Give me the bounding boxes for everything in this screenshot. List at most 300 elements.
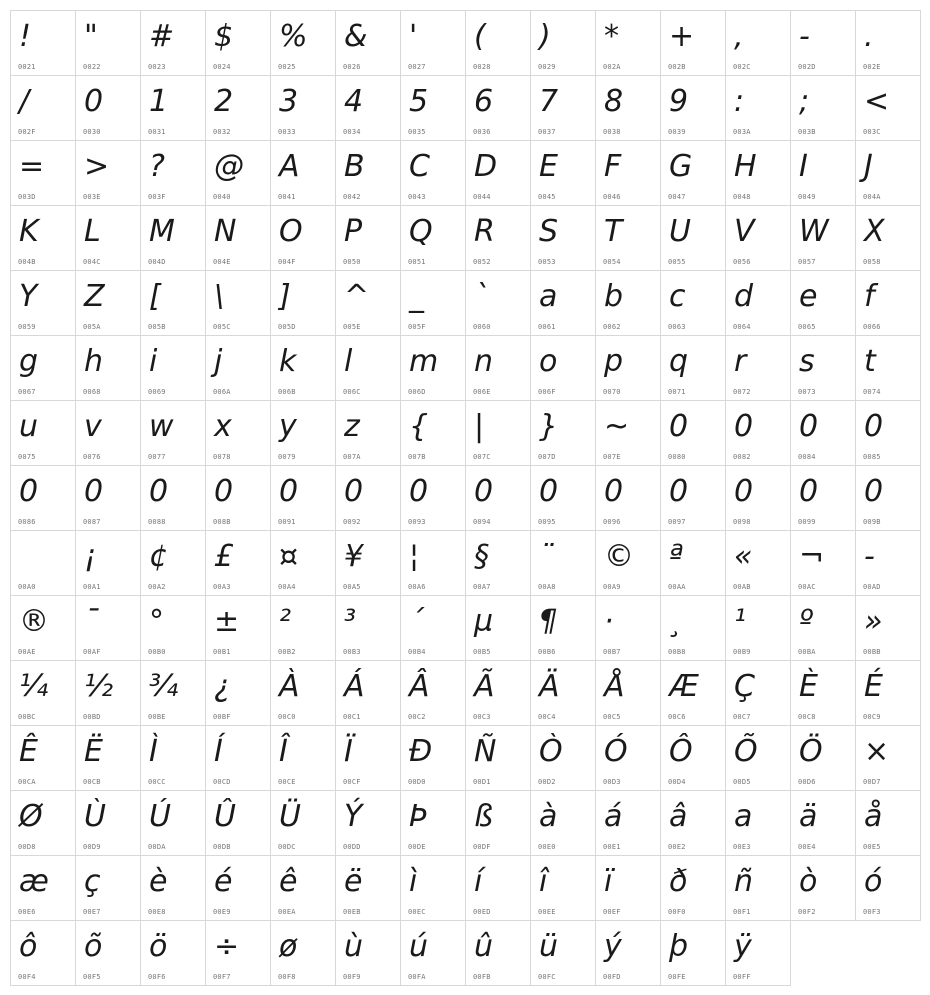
glyph-char: ä	[799, 799, 818, 834]
glyph-char: J	[864, 149, 873, 184]
glyph-char: l	[344, 344, 353, 379]
glyph-cell	[660, 75, 726, 141]
glyph-cell	[595, 270, 661, 336]
glyph-cell	[140, 335, 206, 401]
glyph-cell	[660, 270, 726, 336]
glyph-code: 00FA	[408, 973, 426, 981]
glyph-cell	[530, 400, 596, 466]
glyph-char: d	[734, 279, 754, 314]
glyph-code: 0025	[278, 63, 296, 71]
glyph-code: 0035	[408, 128, 426, 136]
glyph-code: 0063	[668, 323, 686, 331]
glyph-cell	[335, 465, 401, 531]
glyph-cell	[140, 205, 206, 271]
glyph-cell	[270, 465, 336, 531]
glyph-code: 00D7	[863, 778, 881, 786]
glyph-char: M	[149, 214, 175, 249]
glyph-code: 0056	[733, 258, 751, 266]
glyph-code: 0059	[18, 323, 36, 331]
glyph-cell	[205, 725, 271, 791]
glyph-cell	[335, 205, 401, 271]
glyph-char: 7	[539, 84, 559, 119]
glyph-cell	[75, 75, 141, 141]
glyph-char: ¤	[279, 539, 299, 574]
glyph-code: 0080	[668, 453, 686, 461]
glyph-cell	[660, 335, 726, 401]
glyph-code: 00DA	[148, 843, 166, 851]
glyph-char: 0	[149, 474, 169, 509]
glyph-code: 00F1	[733, 908, 751, 916]
glyph-code: 00C1	[343, 713, 361, 721]
glyph-cell	[530, 855, 596, 921]
glyph-code: 0097	[668, 518, 686, 526]
glyph-code: 002C	[733, 63, 751, 71]
glyph-char: _	[409, 279, 424, 314]
glyph-cell	[75, 140, 141, 206]
glyph-code: 0076	[83, 453, 101, 461]
glyph-code: 00B6	[538, 648, 556, 656]
glyph-char: f	[864, 279, 875, 314]
glyph-cell	[595, 920, 661, 986]
glyph-code: 00CA	[18, 778, 36, 786]
glyph-char: 0	[19, 474, 39, 509]
glyph-cell	[465, 920, 531, 986]
glyph-code: 00A4	[278, 583, 296, 591]
glyph-cell	[725, 270, 791, 336]
glyph-cell	[660, 140, 726, 206]
glyph-char: /	[19, 84, 30, 119]
glyph-cell	[855, 10, 921, 76]
glyph-char: É	[864, 669, 883, 704]
glyph-char: Â	[409, 669, 430, 704]
glyph-cell	[205, 465, 271, 531]
glyph-char: :	[734, 84, 745, 119]
glyph-char: º	[799, 604, 814, 639]
glyph-code: 0085	[863, 453, 881, 461]
glyph-char: j	[214, 344, 223, 379]
glyph-code: 00AE	[18, 648, 36, 656]
glyph-char: o	[539, 344, 558, 379]
glyph-code: 00E4	[798, 843, 816, 851]
glyph-char: z	[344, 409, 360, 444]
glyph-code: 00DB	[213, 843, 231, 851]
glyph-cell	[205, 270, 271, 336]
glyph-char: 0	[84, 84, 104, 119]
glyph-char: 2	[214, 84, 234, 119]
glyph-cell	[10, 10, 76, 76]
glyph-char: 0	[344, 474, 364, 509]
glyph-cell	[75, 10, 141, 76]
glyph-char: 1	[149, 84, 169, 119]
glyph-char: 0	[214, 474, 234, 509]
glyph-char: ,	[734, 19, 744, 54]
glyph-code: 00EF	[603, 908, 621, 916]
glyph-cell	[855, 400, 921, 466]
glyph-code: 00A9	[603, 583, 621, 591]
glyph-cell	[270, 660, 336, 726]
glyph-code: 003E	[83, 193, 101, 201]
glyph-cell	[855, 595, 921, 661]
glyph-char: ]	[279, 279, 291, 314]
glyph-code: 005B	[148, 323, 166, 331]
glyph-cell	[855, 205, 921, 271]
glyph-cell	[205, 790, 271, 856]
glyph-char: @	[214, 149, 244, 184]
glyph-cell	[10, 660, 76, 726]
glyph-cell	[10, 595, 76, 661]
glyph-code: 009B	[863, 518, 881, 526]
glyph-code: 0041	[278, 193, 296, 201]
glyph-cell	[205, 205, 271, 271]
glyph-char: n	[474, 344, 494, 379]
glyph-code: 00B2	[278, 648, 296, 656]
glyph-char: 0	[799, 409, 819, 444]
glyph-code: 00FF	[733, 973, 751, 981]
glyph-char: ø	[279, 929, 298, 964]
glyph-code: 007B	[408, 453, 426, 461]
glyph-code: 0038	[603, 128, 621, 136]
glyph-char: 0	[734, 474, 754, 509]
glyph-cell	[660, 790, 726, 856]
glyph-char: $	[214, 19, 234, 54]
glyph-char: Ã	[474, 669, 495, 704]
glyph-code: 00D6	[798, 778, 816, 786]
glyph-code: 007E	[603, 453, 621, 461]
glyph-cell	[10, 140, 76, 206]
glyph-code: 002E	[863, 63, 881, 71]
glyph-char: k	[279, 344, 297, 379]
glyph-char: K	[19, 214, 39, 249]
glyph-code: 0037	[538, 128, 556, 136]
glyph-char: u	[19, 409, 39, 444]
glyph-cell	[205, 530, 271, 596]
glyph-cell	[465, 335, 531, 401]
glyph-cell	[270, 75, 336, 141]
glyph-cell	[400, 465, 466, 531]
glyph-code: 00A5	[343, 583, 361, 591]
glyph-cell	[465, 75, 531, 141]
glyph-char: â	[669, 799, 688, 834]
glyph-cell	[140, 400, 206, 466]
glyph-char: ¢	[149, 539, 169, 574]
glyph-code: 00B8	[668, 648, 686, 656]
glyph-cell	[790, 595, 856, 661]
glyph-char: æ	[19, 864, 49, 899]
glyph-code: 00CD	[213, 778, 231, 786]
glyph-code: 00F3	[863, 908, 881, 916]
glyph-char: 0	[734, 409, 754, 444]
glyph-char: }	[539, 409, 559, 444]
glyph-code: 00EE	[538, 908, 556, 916]
glyph-code: 00C6	[668, 713, 686, 721]
glyph-char: Í	[214, 734, 223, 769]
glyph-cell	[400, 855, 466, 921]
glyph-cell	[790, 270, 856, 336]
glyph-code: 00DD	[343, 843, 361, 851]
glyph-cell	[660, 725, 726, 791]
glyph-cell	[790, 75, 856, 141]
glyph-char: O	[279, 214, 303, 249]
glyph-code: 00D2	[538, 778, 556, 786]
glyph-code: 00C5	[603, 713, 621, 721]
glyph-cell	[335, 75, 401, 141]
glyph-char: ë	[344, 864, 363, 899]
glyph-cell	[335, 270, 401, 336]
glyph-cell	[400, 205, 466, 271]
glyph-char: >	[84, 149, 110, 184]
glyph-code: 0075	[18, 453, 36, 461]
glyph-code: 00B7	[603, 648, 621, 656]
glyph-code: 0067	[18, 388, 36, 396]
glyph-code: 0057	[798, 258, 816, 266]
glyph-cell	[335, 10, 401, 76]
glyph-code: 00FB	[473, 973, 491, 981]
glyph-cell	[790, 10, 856, 76]
glyph-cell	[400, 725, 466, 791]
glyph-char: =	[19, 149, 45, 184]
glyph-cell	[75, 790, 141, 856]
glyph-char: \	[214, 279, 225, 314]
glyph-code: 00E7	[83, 908, 101, 916]
glyph-cell	[75, 400, 141, 466]
glyph-char: «	[734, 539, 753, 574]
glyph-code: 0078	[213, 453, 231, 461]
glyph-char: ¦	[409, 539, 420, 574]
glyph-cell	[595, 855, 661, 921]
glyph-code: 00D1	[473, 778, 491, 786]
glyph-cell	[335, 400, 401, 466]
glyph-cell	[335, 920, 401, 986]
glyph-cell	[270, 920, 336, 986]
glyph-cell	[725, 595, 791, 661]
glyph-code: 005E	[343, 323, 361, 331]
glyph-cell	[335, 140, 401, 206]
glyph-char: s	[799, 344, 815, 379]
glyph-cell	[400, 10, 466, 76]
glyph-cell	[140, 75, 206, 141]
glyph-cell	[10, 530, 76, 596]
glyph-char: 0	[669, 409, 689, 444]
glyph-char: å	[864, 799, 883, 834]
glyph-cell	[140, 660, 206, 726]
glyph-char: )	[539, 19, 551, 54]
glyph-cell	[465, 270, 531, 336]
glyph-code: 0094	[473, 518, 491, 526]
glyph-char: b	[604, 279, 624, 314]
glyph-cell	[725, 205, 791, 271]
glyph-code: 00B3	[343, 648, 361, 656]
glyph-cell	[465, 205, 531, 271]
glyph-code: 004B	[18, 258, 36, 266]
glyph-char: ·	[604, 604, 614, 639]
glyph-char: ñ	[734, 864, 754, 899]
glyph-code: 00E5	[863, 843, 881, 851]
glyph-char: G	[669, 149, 693, 184]
glyph-cell	[270, 10, 336, 76]
glyph-cell	[400, 595, 466, 661]
glyph-cell	[530, 205, 596, 271]
glyph-code: 00EB	[343, 908, 361, 916]
glyph-code: 00FE	[668, 973, 686, 981]
glyph-cell	[725, 855, 791, 921]
glyph-code: 002D	[798, 63, 816, 71]
glyph-code: 00A7	[473, 583, 491, 591]
glyph-code: 00F4	[18, 973, 36, 981]
glyph-code: 004F	[278, 258, 296, 266]
glyph-cell	[335, 725, 401, 791]
glyph-char: *	[604, 19, 619, 54]
glyph-char: þ	[669, 929, 689, 964]
glyph-cell	[660, 400, 726, 466]
glyph-char: T	[604, 214, 623, 249]
glyph-char: ¿	[214, 669, 230, 704]
glyph-code: 00A0	[18, 583, 36, 591]
glyph-cell	[790, 660, 856, 726]
glyph-char: ù	[344, 929, 364, 964]
glyph-char: °	[149, 604, 164, 639]
glyph-code: 0070	[603, 388, 621, 396]
glyph-code: 00D8	[18, 843, 36, 851]
glyph-cell	[725, 530, 791, 596]
glyph-code: 004C	[83, 258, 101, 266]
glyph-char: C	[409, 149, 430, 184]
glyph-char: ó	[864, 864, 883, 899]
glyph-char: õ	[84, 929, 103, 964]
glyph-char: ~	[604, 409, 630, 444]
glyph-cell	[270, 205, 336, 271]
glyph-cell	[335, 855, 401, 921]
glyph-cell	[725, 660, 791, 726]
glyph-code: 00F0	[668, 908, 686, 916]
glyph-char: ª	[669, 539, 684, 574]
glyph-code: 00D3	[603, 778, 621, 786]
glyph-code: 00BD	[83, 713, 101, 721]
glyph-cell	[530, 465, 596, 531]
glyph-cell	[140, 855, 206, 921]
glyph-cell	[270, 400, 336, 466]
glyph-char: ²	[279, 604, 292, 639]
glyph-char: î	[539, 864, 548, 899]
glyph-code: 00D4	[668, 778, 686, 786]
glyph-char: Û	[214, 799, 236, 834]
glyph-char: ¯	[84, 604, 99, 639]
glyph-char: Ü	[279, 799, 301, 834]
glyph-cell	[465, 465, 531, 531]
glyph-char: ü	[539, 929, 559, 964]
glyph-char: ð	[669, 864, 688, 899]
glyph-cell	[270, 790, 336, 856]
glyph-char: ³	[344, 604, 357, 639]
glyph-code: 00AC	[798, 583, 816, 591]
glyph-char: '	[409, 19, 418, 54]
glyph-code: 00AF	[83, 648, 101, 656]
glyph-cell	[10, 400, 76, 466]
glyph-cell	[790, 725, 856, 791]
glyph-cell	[335, 595, 401, 661]
glyph-cell	[140, 465, 206, 531]
glyph-cell	[855, 335, 921, 401]
glyph-char: v	[84, 409, 102, 444]
glyph-cell	[530, 725, 596, 791]
glyph-cell	[595, 530, 661, 596]
glyph-code: 0074	[863, 388, 881, 396]
glyph-cell	[10, 465, 76, 531]
glyph-code: 0036	[473, 128, 491, 136]
glyph-char: a	[539, 279, 558, 314]
glyph-char: ;	[799, 84, 810, 119]
glyph-code: 00EC	[408, 908, 426, 916]
glyph-char: E	[539, 149, 558, 184]
glyph-char: ½	[84, 669, 114, 704]
glyph-cell	[140, 10, 206, 76]
glyph-char: #	[149, 19, 175, 54]
glyph-char: ¬	[799, 539, 825, 574]
glyph-char: ú	[409, 929, 429, 964]
glyph-cell	[140, 790, 206, 856]
glyph-char: ¥	[344, 539, 364, 574]
glyph-code: 0042	[343, 193, 361, 201]
glyph-char: 0	[799, 474, 819, 509]
glyph-code: 0028	[473, 63, 491, 71]
glyph-cell	[465, 530, 531, 596]
glyph-char: m	[409, 344, 439, 379]
glyph-cell	[10, 270, 76, 336]
glyph-code: 0093	[408, 518, 426, 526]
glyph-cell	[465, 400, 531, 466]
glyph-char: I	[799, 149, 808, 184]
glyph-code: 00DE	[408, 843, 426, 851]
glyph-code: 00E8	[148, 908, 166, 916]
glyph-code: 0045	[538, 193, 556, 201]
glyph-char: Ú	[149, 799, 171, 834]
glyph-char: q	[669, 344, 689, 379]
glyph-code: 00D5	[733, 778, 751, 786]
glyph-cell	[140, 595, 206, 661]
glyph-char: W	[799, 214, 829, 249]
glyph-code: 00A1	[83, 583, 101, 591]
glyph-char: Ò	[539, 734, 563, 769]
glyph-char: 4	[344, 84, 364, 119]
glyph-cell	[400, 75, 466, 141]
glyph-cell	[270, 855, 336, 921]
glyph-code: 0054	[603, 258, 621, 266]
glyph-char: È	[799, 669, 818, 704]
glyph-char: 0	[84, 474, 104, 509]
glyph-char: Ù	[84, 799, 106, 834]
glyph-char: a	[734, 799, 753, 834]
glyph-cell	[855, 790, 921, 856]
glyph-code: 00FD	[603, 973, 621, 981]
glyph-cell	[725, 400, 791, 466]
glyph-code: 00B1	[213, 648, 231, 656]
glyph-char: ?	[149, 149, 165, 184]
glyph-cell	[595, 205, 661, 271]
glyph-cell	[855, 75, 921, 141]
glyph-code: 007C	[473, 453, 491, 461]
glyph-code: 006C	[343, 388, 361, 396]
glyph-char: Z	[84, 279, 105, 314]
glyph-code: 0024	[213, 63, 231, 71]
glyph-code: 00C7	[733, 713, 751, 721]
glyph-cell	[75, 465, 141, 531]
glyph-code: 0021	[18, 63, 36, 71]
glyph-char: ö	[149, 929, 168, 964]
glyph-char: Q	[409, 214, 433, 249]
glyph-cell	[790, 465, 856, 531]
glyph-code: 004E	[213, 258, 231, 266]
glyph-char: ÷	[214, 929, 240, 964]
glyph-code: 0033	[278, 128, 296, 136]
